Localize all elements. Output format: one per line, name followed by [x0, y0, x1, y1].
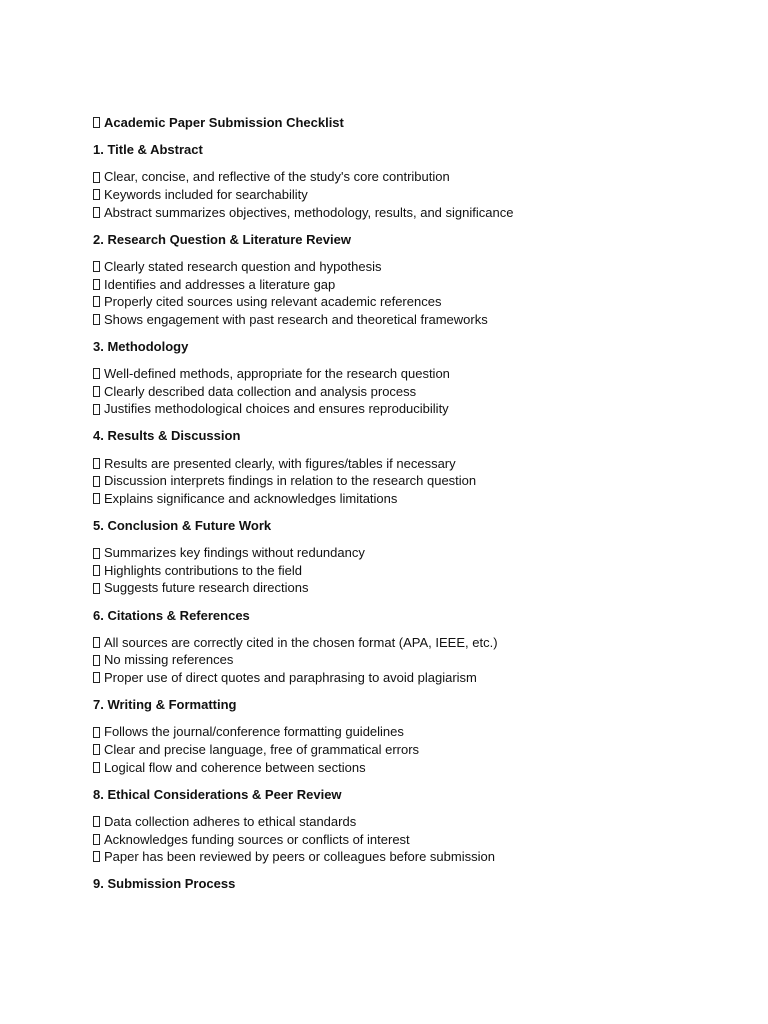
checkbox-glyph-icon: [93, 493, 100, 504]
checklist-section: [93, 875, 733, 893]
checklist-item: [93, 848, 733, 866]
section-heading: 2. Research Question & Literature Review: [93, 231, 351, 247]
checkbox-glyph-icon: [93, 655, 100, 666]
checklist-item-text: Clearly stated research question and hypothesis: [104, 258, 382, 274]
checklist-item: [93, 490, 733, 508]
checklist-sections: [93, 141, 733, 893]
checkbox-glyph-icon: [93, 548, 100, 559]
document-body: [93, 114, 733, 902]
checklist-item-text: Logical flow and coherence between sections: [104, 759, 366, 775]
checklist-item-text: All sources are correctly cited in the chosen format (APA, IEEE, etc.): [104, 634, 498, 650]
checklist-item-text: Summarizes key findings without redundancy: [104, 545, 365, 561]
checkbox-glyph-icon: [93, 727, 100, 738]
checklist-item: [93, 544, 733, 562]
checkbox-glyph-icon: [93, 368, 100, 379]
checklist-item: [93, 669, 733, 687]
checklist-item-text: Shows engagement with past research and theoretical frameworks: [104, 311, 488, 327]
checklist-item-text: Paper has been reviewed by peers or colleagues before submission: [104, 849, 495, 865]
checklist-item: [93, 455, 733, 473]
checklist-item: [93, 813, 733, 831]
checklist-item: [93, 400, 733, 418]
checklist-item: [93, 651, 733, 669]
checklist-section: [93, 786, 733, 866]
checklist-item: [93, 383, 733, 401]
checkbox-glyph-icon: [93, 207, 100, 218]
checklist-item: [93, 365, 733, 383]
checklist-section: [93, 517, 733, 597]
checkbox-glyph-icon: [93, 261, 100, 272]
checkbox-glyph-icon: [93, 565, 100, 576]
checklist-item-text: Identifies and addresses a literature gap: [104, 276, 336, 292]
checklist-item-text: Highlights contributions to the field: [104, 562, 303, 578]
checkbox-glyph-icon: [93, 476, 100, 487]
checklist-item: [93, 204, 733, 222]
checkbox-glyph-icon: [93, 583, 100, 594]
checklist-item-text: Suggests future research directions: [104, 580, 309, 596]
checkbox-glyph-icon: [93, 386, 100, 397]
checklist-item: [93, 579, 733, 597]
checkbox-glyph-icon: [93, 834, 100, 845]
checklist-item: [93, 472, 733, 490]
checklist-item: [93, 562, 733, 580]
checkbox-glyph-icon: [93, 189, 100, 200]
section-heading: 4. Results & Discussion: [93, 428, 241, 444]
section-heading: 1. Title & Abstract: [93, 142, 203, 158]
checklist-item-text: Abstract summarizes objectives, methodology, results, and significance: [104, 204, 514, 220]
checklist-item: [93, 831, 733, 849]
checklist-item: [93, 293, 733, 311]
checklist-item: [93, 741, 733, 759]
checkbox-glyph-icon: [93, 117, 100, 128]
checklist-item-text: Well-defined methods, appropriate for the research question: [104, 366, 450, 382]
checklist-item: [93, 168, 733, 186]
checkbox-glyph-icon: [93, 172, 100, 183]
checklist-section: [93, 141, 733, 221]
section-heading: 7. Writing & Formatting: [93, 697, 237, 713]
checklist-item-text: Keywords included for searchability: [104, 186, 308, 202]
checkbox-glyph-icon: [93, 458, 100, 469]
checkbox-glyph-icon: [93, 762, 100, 773]
checklist-item: [93, 311, 733, 329]
checklist-item-text: Discussion interprets findings in relation to the research question: [104, 473, 477, 489]
checklist-item: [93, 634, 733, 652]
checklist-item: [93, 759, 733, 777]
checkbox-glyph-icon: [93, 851, 100, 862]
checklist-item-text: No missing references: [104, 652, 234, 668]
document-title-text: Academic Paper Submission Checklist: [104, 115, 344, 130]
section-heading: 9. Submission Process: [93, 876, 236, 892]
checklist-item-text: Explains significance and acknowledges limitations: [104, 490, 398, 506]
checklist-item-text: Clear, concise, and reflective of the study's core contribution: [104, 169, 450, 185]
checkbox-glyph-icon: [93, 296, 100, 307]
checklist-section: [93, 427, 733, 507]
checkbox-glyph-icon: [93, 816, 100, 827]
checklist-item-text: Properly cited sources using relevant academic references: [104, 294, 442, 310]
section-heading: 3. Methodology: [93, 338, 189, 354]
checklist-item-text: Results are presented clearly, with figures/tables if necessary: [104, 455, 456, 471]
checklist-item-text: Justifies methodological choices and ensures reproducibility: [104, 401, 449, 417]
checkbox-glyph-icon: [93, 637, 100, 648]
checkbox-glyph-icon: [93, 744, 100, 755]
checkbox-glyph-icon: [93, 314, 100, 325]
checklist-item: [93, 258, 733, 276]
checklist-item-text: Clearly described data collection and analysis process: [104, 383, 417, 399]
checklist-item: [93, 186, 733, 204]
checklist-section: [93, 607, 733, 687]
checklist-item: [93, 723, 733, 741]
checklist-item-text: Follows the journal/conference formatting guidelines: [104, 724, 404, 740]
checklist-section: [93, 696, 733, 776]
document-title: [93, 114, 733, 132]
section-heading: 8. Ethical Considerations & Peer Review: [93, 786, 342, 802]
checkbox-glyph-icon: [93, 404, 100, 415]
checklist-section: [93, 338, 733, 418]
checklist-item-text: Data collection adheres to ethical standards: [104, 813, 357, 829]
checklist-item: [93, 276, 733, 294]
checkbox-glyph-icon: [93, 279, 100, 290]
checklist-item-text: Proper use of direct quotes and paraphrasing to avoid plagiarism: [104, 669, 477, 685]
checklist-section: [93, 231, 733, 329]
checkbox-glyph-icon: [93, 672, 100, 683]
section-heading: 5. Conclusion & Future Work: [93, 518, 272, 534]
checklist-item-text: Acknowledges funding sources or conflicts of interest: [104, 831, 410, 847]
checklist-item-text: Clear and precise language, free of grammatical errors: [104, 741, 420, 757]
section-heading: 6. Citations & References: [93, 607, 250, 623]
